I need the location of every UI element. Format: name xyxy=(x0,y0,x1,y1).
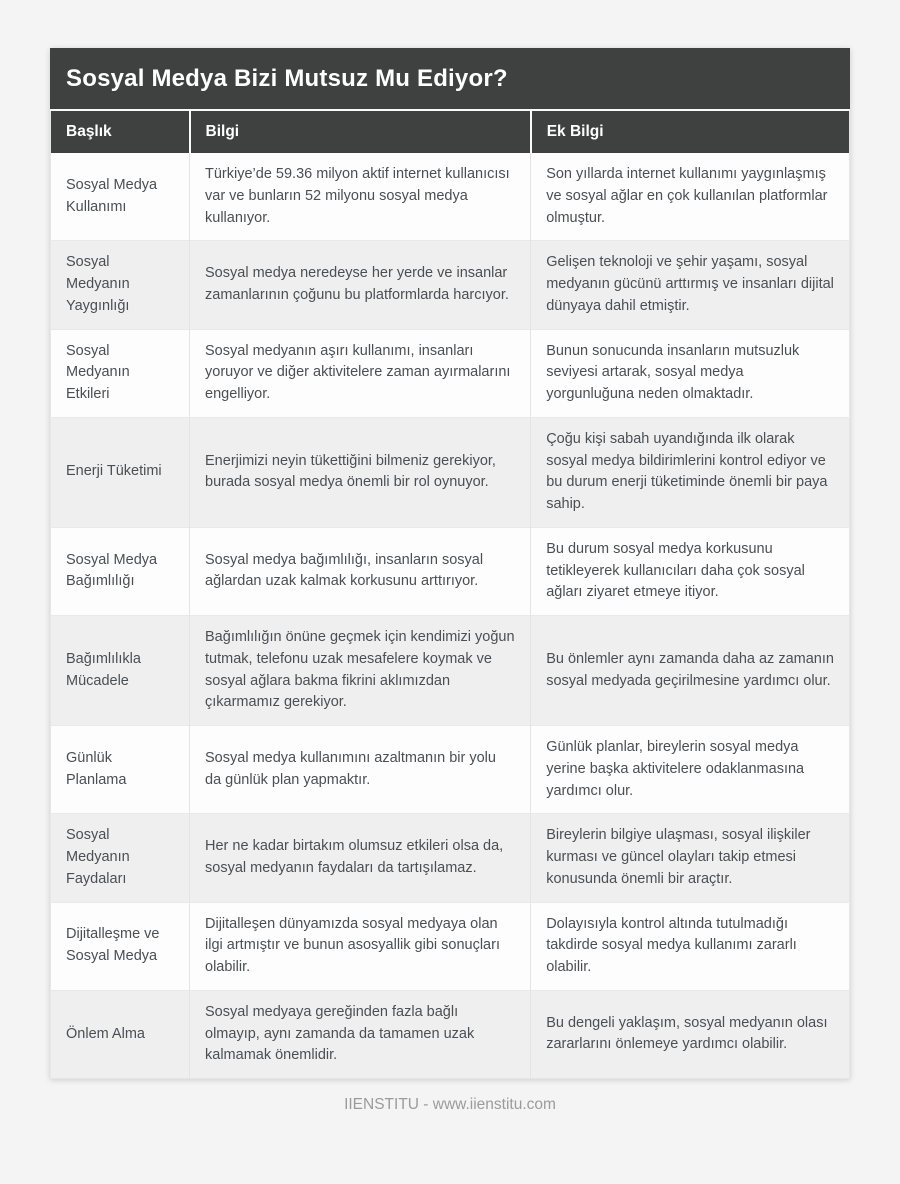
row-title-cell: Önlem Alma xyxy=(51,990,190,1078)
row-title-cell: Dijitalleşme ve Sosyal Medya xyxy=(51,902,190,990)
table-row xyxy=(51,814,850,902)
table-row xyxy=(51,527,850,615)
row-info-cell: Sosyal medya kullanımını azaltmanın bir yolu da günlük plan yapmaktır. xyxy=(190,726,531,814)
table-body xyxy=(51,153,850,1079)
row-info-cell: Sosyal medya neredeyse her yerde ve insanlar zamanlarının çoğunu bu platformlarda harcıyor. xyxy=(190,241,531,329)
row-title-cell: Sosyal Medyanın Yaygınlığı xyxy=(51,241,190,329)
row-info-cell: Sosyal medya bağımlılığı, insanların sosyal ağlardan uzak kalmak korkusunu arttırıyor. xyxy=(190,527,531,615)
row-info-cell: Sosyal medyaya gereğinden fazla bağlı olmayıp, aynı zamanda da tamamen uzak kalmamak önemlidir. xyxy=(190,990,531,1078)
row-extra-cell: Bu durum sosyal medya korkusunu tetikleyerek kullanıcıları daha çok sosyal ağları ziyaret etmeye itiyor. xyxy=(531,527,850,615)
table-row xyxy=(51,726,850,814)
row-info-cell: Sosyal medyanın aşırı kullanımı, insanları yoruyor ve diğer aktivitelere zaman ayırmalarını engelliyor. xyxy=(190,329,531,417)
info-table xyxy=(50,111,850,1079)
row-info-cell: Enerjimizi neyin tükettiğini bilmeniz gerekiyor, burada sosyal medya önemli bir rol oynuyor. xyxy=(190,417,531,527)
row-info-cell: Bağımlılığın önüne geçmek için kendimizi yoğun tutmak, telefonu uzak mesafelere koymak ve sosyal ağlara bakma fikrini aklımızdan çıkarmamız gerekiyor. xyxy=(190,616,531,726)
table-row xyxy=(51,902,850,990)
row-title-cell: Bağımlılıkla Mücadele xyxy=(51,616,190,726)
footer-credit: IIENSTITU - www.iienstitu.com xyxy=(344,1096,556,1113)
article-table-card xyxy=(50,48,850,1079)
table-header-row xyxy=(51,111,850,153)
row-extra-cell: Gelişen teknoloji ve şehir yaşamı, sosyal medyanın gücünü arttırmış ve insanları dijital dünyaya dahil etmiştir. xyxy=(531,241,850,329)
row-title-cell: Sosyal Medyanın Etkileri xyxy=(51,329,190,417)
table-row xyxy=(51,616,850,726)
row-title-cell: Enerji Tüketimi xyxy=(51,417,190,527)
row-info-cell: Her ne kadar birtakım olumsuz etkileri olsa da, sosyal medyanın faydaları da tartışılamaz. xyxy=(190,814,531,902)
table-row xyxy=(51,417,850,527)
row-title-cell: Sosyal Medyanın Faydaları xyxy=(51,814,190,902)
row-extra-cell: Bu dengeli yaklaşım, sosyal medyanın olası zararlarını önlemeye yardımcı olabilir. xyxy=(531,990,850,1078)
column-header-baslik: Başlık xyxy=(51,111,190,153)
page-title: Sosyal Medya Bizi Mutsuz Mu Ediyor? xyxy=(50,48,850,111)
row-extra-cell: Günlük planlar, bireylerin sosyal medya yerine başka aktivitelere odaklanmasına yardımcı olur. xyxy=(531,726,850,814)
row-extra-cell: Dolayısıyla kontrol altında tutulmadığı takdirde sosyal medya kullanımı zararlı olabilir. xyxy=(531,902,850,990)
table-row xyxy=(51,990,850,1078)
column-header-ek-bilgi: Ek Bilgi xyxy=(531,111,850,153)
row-extra-cell: Bunun sonucunda insanların mutsuzluk seviyesi artarak, sosyal medya yorgunluğuna neden olmaktadır. xyxy=(531,329,850,417)
table-row xyxy=(51,153,850,241)
row-extra-cell: Son yıllarda internet kullanımı yaygınlaşmış ve sosyal ağlar en çok kullanılan platformlar olmuştur. xyxy=(531,153,850,241)
row-info-cell: Dijitalleşen dünyamızda sosyal medyaya olan ilgi artmıştır ve bunun asosyallik gibi sonuçları olabilir. xyxy=(190,902,531,990)
row-info-cell: Türkiye’de 59.36 milyon aktif internet kullanıcısı var ve bunların 52 milyonu sosyal medya kullanıyor. xyxy=(190,153,531,241)
table-row xyxy=(51,241,850,329)
table-row xyxy=(51,329,850,417)
row-extra-cell: Bu önlemler aynı zamanda daha az zamanın sosyal medyada geçirilmesine yardımcı olur. xyxy=(531,616,850,726)
row-extra-cell: Bireylerin bilgiye ulaşması, sosyal ilişkiler kurması ve güncel olayları takip etmesi konusunda önemli bir araçtır. xyxy=(531,814,850,902)
row-extra-cell: Çoğu kişi sabah uyandığında ilk olarak sosyal medya bildirimlerini kontrol ediyor ve bu durum enerji tüketiminde önemli bir paya sahip. xyxy=(531,417,850,527)
row-title-cell: Sosyal Medya Kullanımı xyxy=(66,176,158,215)
column-header-bilgi: Bilgi xyxy=(190,111,531,153)
row-title-cell: Günlük Planlama xyxy=(51,726,190,814)
row-title-cell: Sosyal Medya Bağımlılığı xyxy=(51,527,190,615)
